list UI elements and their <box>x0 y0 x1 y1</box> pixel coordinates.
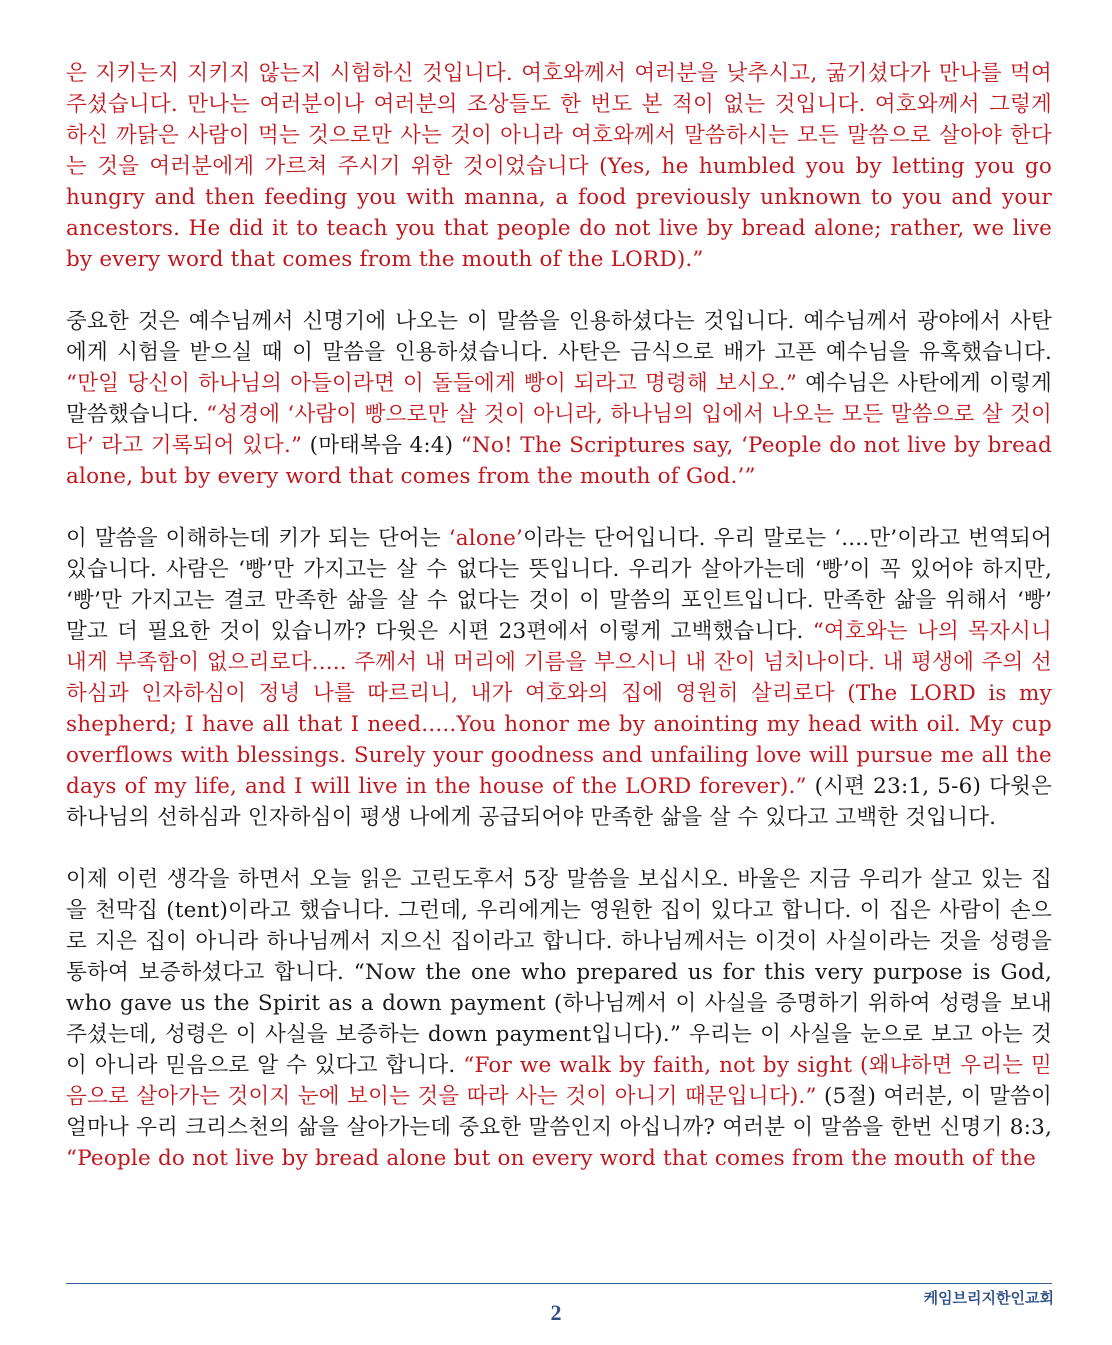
body-text: (시편 23:1, 5-6) 다윗은 하나님의 선하심과 인자하심이 평생 나에게 공급되어야 만족한 삶을 살 수 있다고 고백한 것입니다. <box>66 774 1052 830</box>
deuteronomy-quote-repeat: “People do not live by bread alone but on every word that comes from the mouth of the <box>66 1146 1037 1171</box>
satan-quote: “만일 당신이 하나님의 아들이라면 이 돌들에게 빵이 되라고 명령해 보시오.” <box>66 371 798 396</box>
deuteronomy-quote: 은 지키는지 지키지 않는지 시험하신 것입니다. 여호와께서 여러분을 낮추시고, 굶기셨다가 만나를 먹여 주셨습니다. 만나는 여러분이나 여러분의 조상들도 한 번도 본 적이 없는 것입니다. 여호와께서 그렇게 하신 까닭은 사람이 먹는 것으로만 사는 것이 아니라 여호와께서 말씀하시는 모든 말씀으로 살아야 한다는 것을 여러분에게 가르쳐 주시기 위한 것이었습니다 (Yes, he humbled you by letting you go hungry and then feeding you with manna, a food previously unknown to you and your ancestors. He did it to teach you that people do not live by bread alone; rather, we live by every word that comes from the mouth of the LORD).” <box>66 61 1052 272</box>
body-text: 중요한 것은 예수님께서 신명기에 나오는 이 말씀을 인용하셨다는 것입니다. 예수님께서 광야에서 사탄에게 시험을 받으실 때 이 말씀을 인용하셨습니다. 사탄은 금식으로 배가 고픈 예수님을 유혹했습니다. <box>66 309 1052 365</box>
paragraph-2 <box>66 306 1052 492</box>
body-text: 이라는 단어입니다. 우리 말로는 ‘....만’이라고 번역되어 있습니다. 사람은 ‘빵’만 가지고는 살 수 없다는 뜻입니다. 우리가 살아가는데 ‘빵’이 꼭 있어야 하지만, ‘빵’만 가지고는 결코 만족한 삶을 살 수 없다는 것이 이 말씀의 포인트입니다. 만족한 삶을 위해서 ‘빵’ 말고 더 필요한 것이 있습니까? 다윗은 시편 23편에서 이렇게 고백했습니다. <box>66 526 1052 644</box>
paragraph-4 <box>66 864 1052 1174</box>
body-text: 이 말씀을 이해하는데 키가 되는 단어는 <box>66 526 449 551</box>
page-body <box>66 58 1052 1205</box>
church-name: 케임브리지한인교회 <box>923 1289 1054 1307</box>
paragraph-1 <box>66 58 1052 275</box>
psalm-quote: “여호와는 나의 목자시니 내게 부족함이 없으리로다..... 주께서 내 머리에 기름을 부으시니 내 잔이 넘치나이다. 내 평생에 주의 선하심과 인자하심이 정녕 나를 따르리니, 내가 여호와의 집에 영원히 살리로다 (The LORD is my shepherd; I have all that I need.....You honor me by anointing my head with oil. My cup overflows with blessings. Surely your goodness and unfailing love will pursue me all the days of my life, and I will live in the house of the LORD forever).” <box>66 619 1053 799</box>
english-quote: “No! The Scriptures say, ‘People do not live by bread alone, but by every word that comes from the mouth of God.’” <box>66 433 1052 489</box>
paragraph-3 <box>66 523 1052 833</box>
page-number: 2 <box>550 1300 562 1325</box>
corinthians-quote: “For we walk by faith, not by sight (왜냐하면 우리는 믿음으로 살아가는 것이지 눈에 보이는 것을 따라 사는 것이 아니기 때문입니다).” <box>66 1053 1053 1109</box>
body-text: 이제 이런 생각을 하면서 오늘 읽은 고린도후서 5장 말씀을 보십시오. 바울은 지금 우리가 살고 있는 집을 천막집 (tent)이라고 했습니다. 그런데, 우리에게는 영원한 집이 있다고 합니다. 이 집은 사람이 손으로 지은 집이 아니라 하나님께서 지으신 집이라고 합니다. 하나님께서는 이것이 사실이라는 것을 성령을 통하여 보증하셨다고 합니다. “Now the one who prepared us for this very purpose is God, who gave us the Spirit as a down payment (하나님께서 이 사실을 증명하기 위하여 성령을 보내 주셨는데, 성령은 이 사실을 보증하는 down payment입니다).” 우리는 이 사실을 눈으로 보고 아는 것이 아니라 믿음으로 알 수 있다고 합니다. <box>66 867 1052 1078</box>
body-text: (5절) 여러분, 이 말씀이 얼마나 우리 크리스천의 삶을 살아가는데 중요한 말씀인지 아십니까? 여러분 이 말씀을 한번 신명기 8:3, <box>66 1084 1052 1140</box>
jesus-quote: “성경에 ‘사람이 빵으로만 살 것이 아니라, 하나님의 입에서 나오는 모든 말씀으로 살 것이다’ 라고 기록되어 있다.” <box>66 402 1052 458</box>
body-text: 예수님은 사탄에게 이렇게 말씀했습니다. <box>66 371 1052 427</box>
scripture-reference: (마태복음 4:4) <box>302 433 461 458</box>
keyword-alone: ‘alone’ <box>448 526 524 551</box>
footer-divider <box>66 1283 1052 1284</box>
